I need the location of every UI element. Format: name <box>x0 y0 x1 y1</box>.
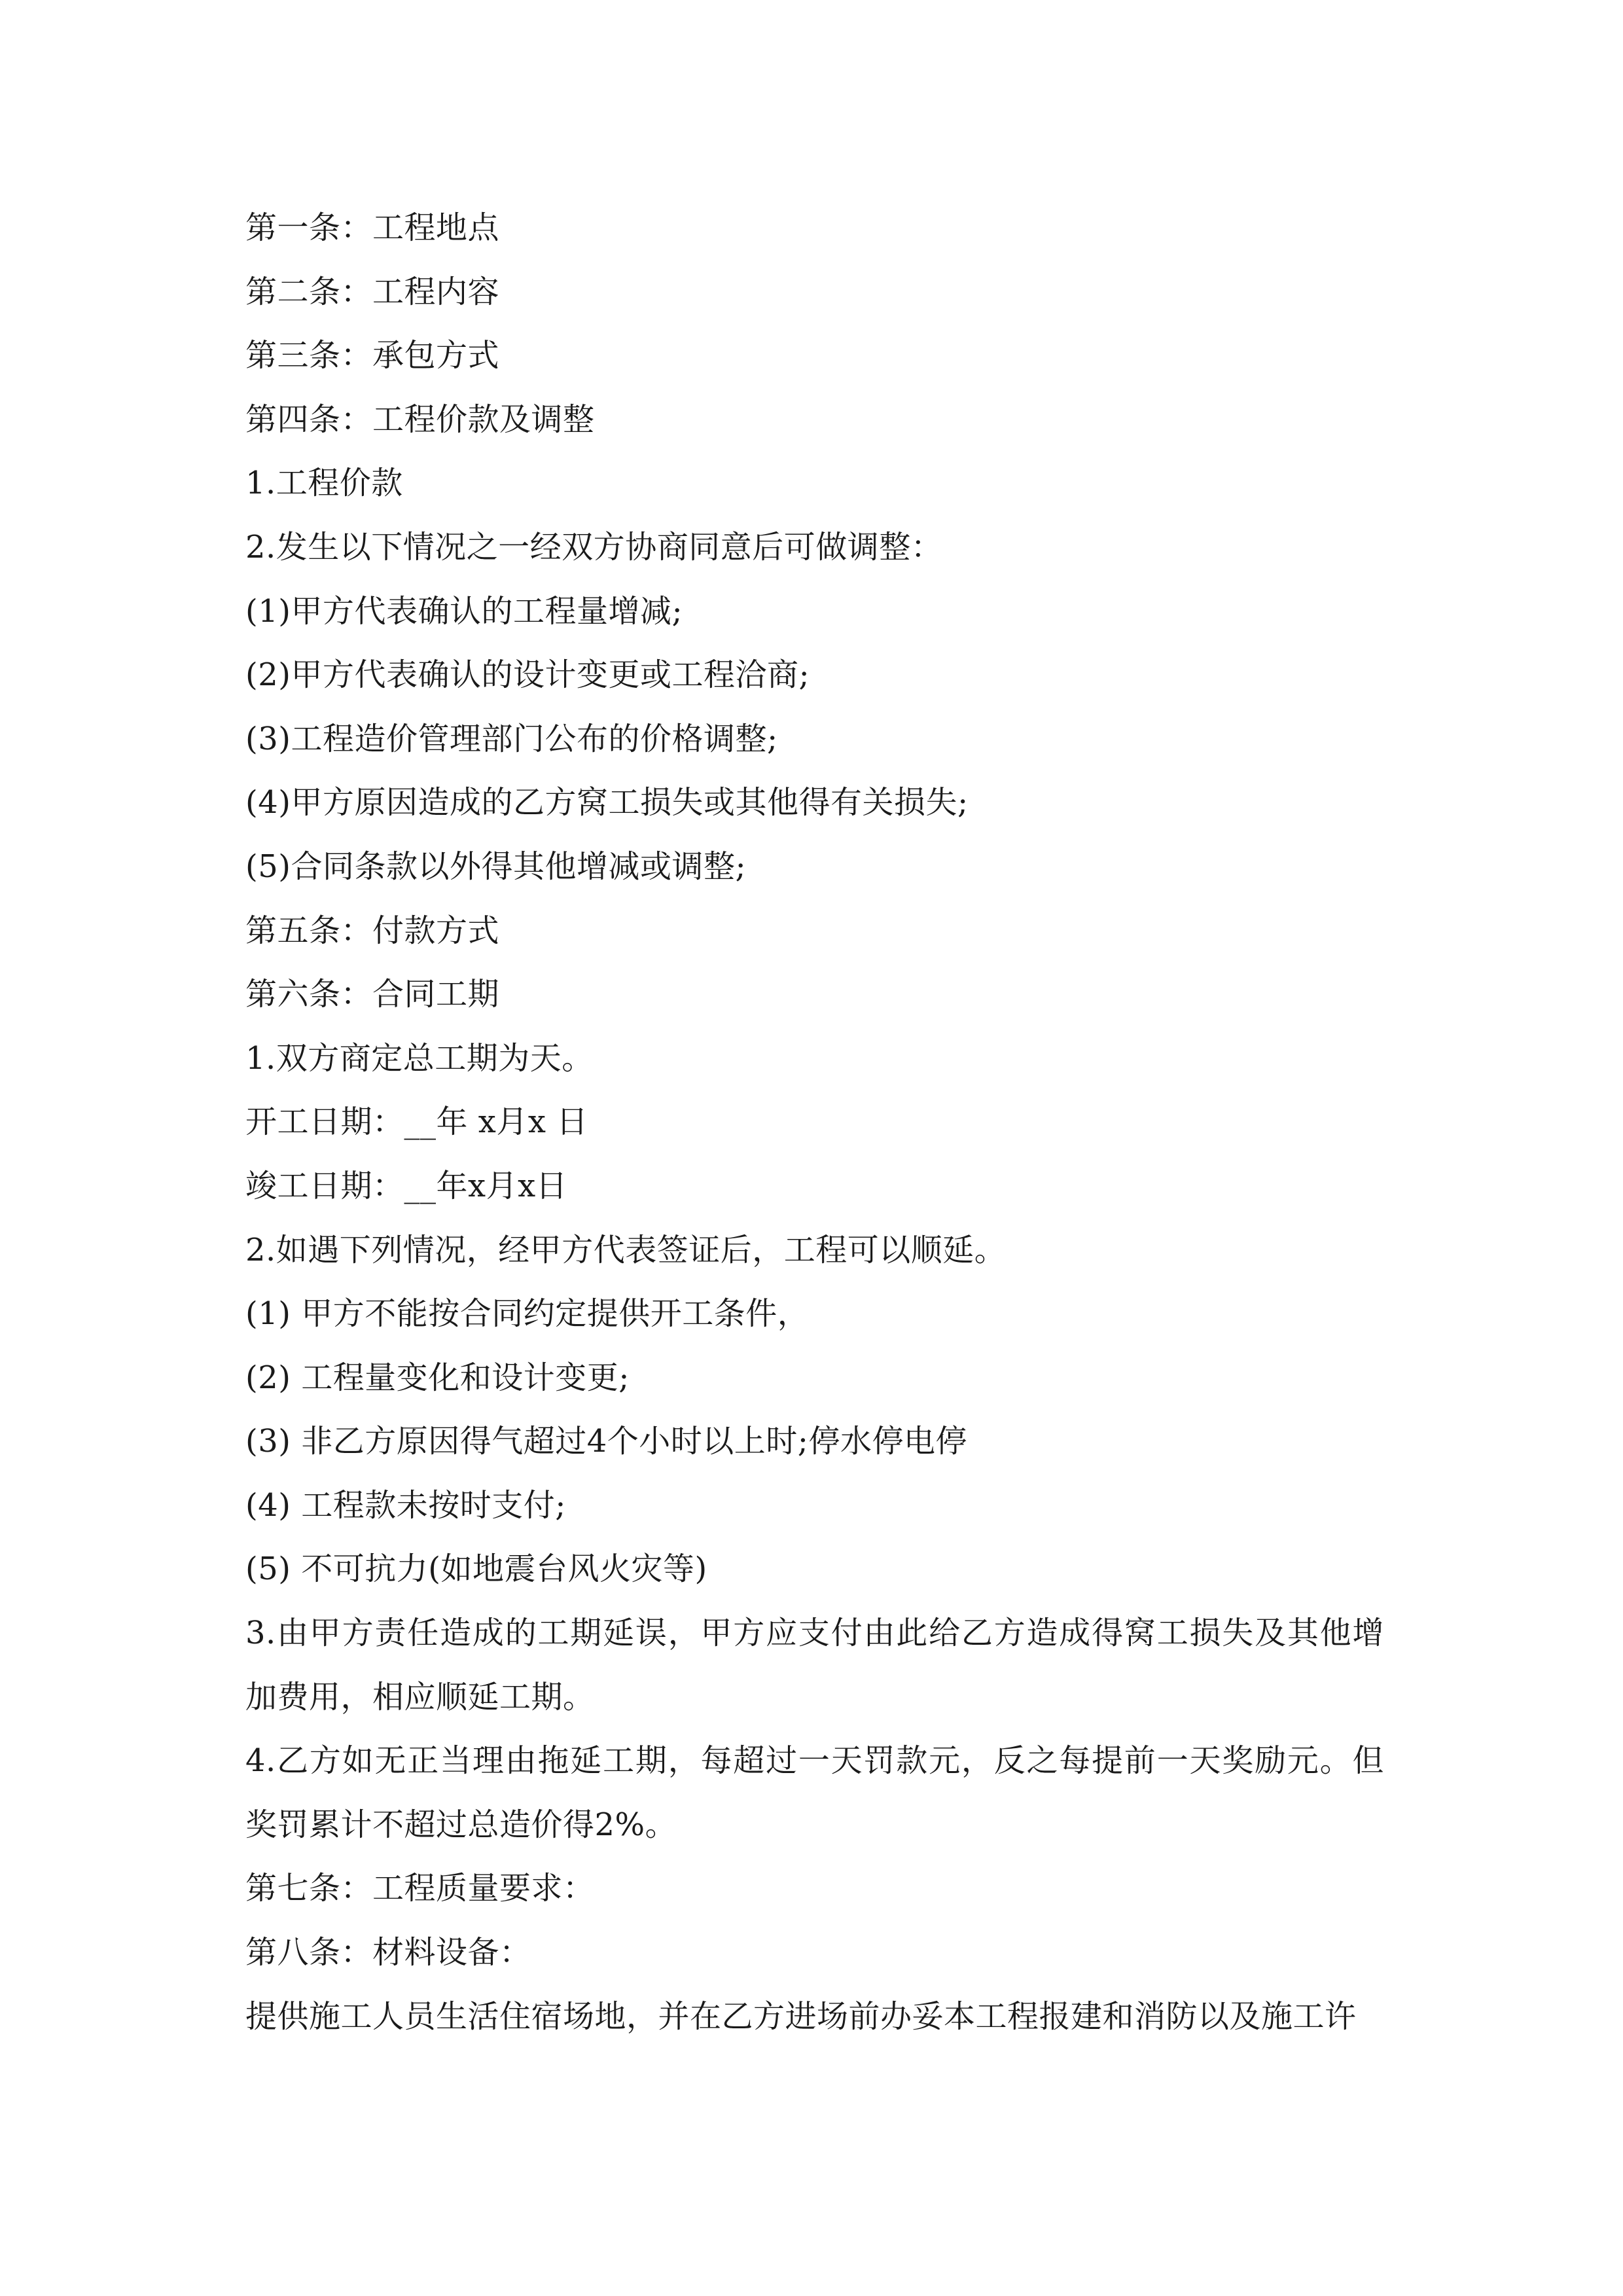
article-3-heading: 第三条：承包方式 <box>245 337 500 374</box>
extension-case-4: (4) 工程款未按时支付; <box>245 1486 566 1524</box>
article-1-heading: 第一条：工程地点 <box>245 209 500 246</box>
article-4-heading: 第四条：工程价款及调整 <box>245 401 595 438</box>
adjustment-case-4: (4)甲方原因造成的乙方窝工损失或其他得有关损失; <box>245 784 969 821</box>
adjustment-case-2: (2)甲方代表确认的设计变更或工程洽商; <box>245 656 810 694</box>
article-2-heading: 第二条：工程内容 <box>245 273 500 310</box>
article-4-item-1: 1.工程价款 <box>245 465 403 502</box>
adjustment-case-1: (1)甲方代表确认的工程量增减; <box>245 592 683 630</box>
article-6-heading: 第六条：合同工期 <box>245 976 500 1013</box>
extension-case-3: (3) 非乙方原因得气超过4个小时以上时;停水停电停 <box>245 1423 967 1460</box>
article-5-heading: 第五条：付款方式 <box>245 912 500 949</box>
article-6-item-4: 4.乙方如无正当理由拖延工期，每超过一天罚款元，反之每提前一天奖励元。但奖罚累计不超过总造价得2%。 <box>245 1742 1384 1843</box>
start-date-line: 开工日期：__年 x月x 日 <box>245 1103 588 1141</box>
document-body <box>245 196 1384 2049</box>
adjustment-case-3: (3)工程造价管理部门公布的价格调整; <box>245 720 778 757</box>
extension-case-1: (1) 甲方不能按合同约定提供开工条件， <box>245 1295 810 1333</box>
article-6-item-1: 1.双方商定总工期为天。 <box>245 1039 594 1077</box>
article-6-item-3: 3.由甲方责任造成的工期延误，甲方应支付由此给乙方造成得窝工损失及其他增加费用，相应顺延工期。 <box>245 1615 1384 1715</box>
article-7-heading: 第七条：工程质量要求： <box>245 1870 595 1907</box>
article-4-item-2: 2.发生以下情况之一经双方协商同意后可做调整： <box>245 528 943 565</box>
completion-date-line: 竣工日期：__年x月x日 <box>245 1167 568 1204</box>
extension-case-5: (5) 不可抗力(如地震台风火灾等) <box>245 1551 707 1588</box>
article-8-paragraph: 提供施工人员生活住宿场地，并在乙方进场前办妥本工程报建和消防以及施工许 <box>245 1998 1357 2035</box>
article-6-item-2: 2.如遇下列情况，经甲方代表签证后，工程可以顺延。 <box>245 1231 1007 1268</box>
article-8-heading: 第八条：材料设备： <box>245 1934 531 1971</box>
adjustment-case-5: (5)合同条款以外得其他增减或调整; <box>245 848 747 885</box>
extension-case-2: (2) 工程量变化和设计变更; <box>245 1359 630 1396</box>
